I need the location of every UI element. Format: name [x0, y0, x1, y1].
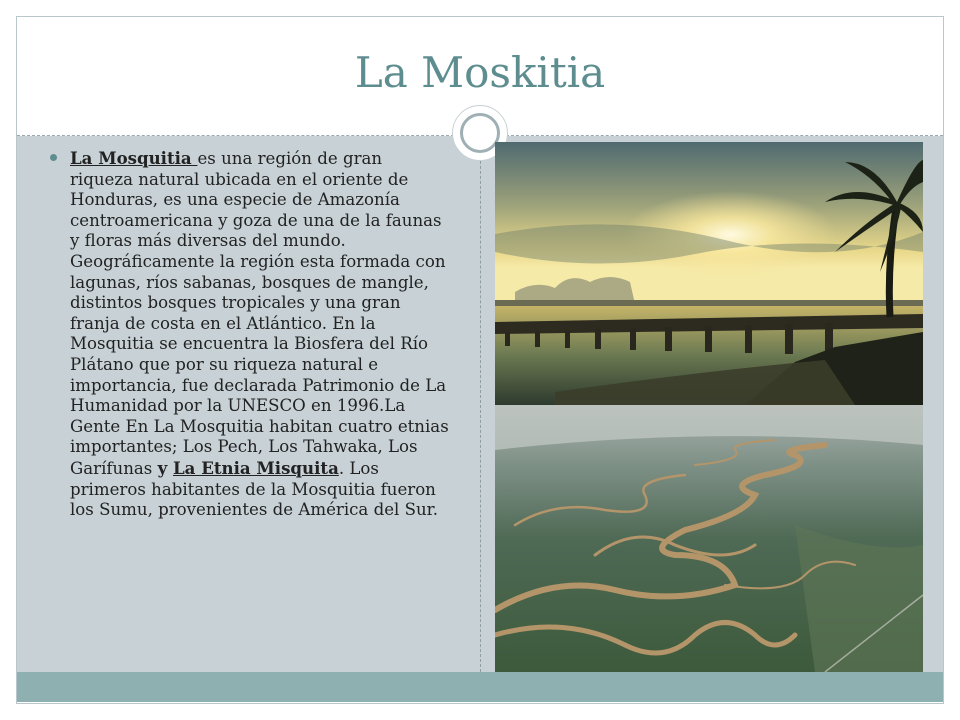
link-etnia-misquita[interactable]: La Etnia Misquita — [173, 457, 339, 478]
sunset-pier-photo — [495, 142, 923, 405]
body-paragraph — [70, 148, 450, 521]
bullet-icon — [50, 154, 57, 161]
slide-title: La Moskitia — [354, 48, 606, 97]
body-text-part1: es una región de gran riqueza natural ubicada en el oriente de Honduras, es una especie de Amazonía centroamericana y goza de una de la faunas y floras más diversas del mundo. Geográficamente la región esta formada con lagunas, ríos sabanas, bosques de mangle, distintos bosques tropicales y una gran franja de costa en el Atlántico. En la Mosquitia se encuentra la Biosfera del Río Plátano que por su riqueza natural e importancia, fue declarada Patrimonio de La Humanidad por la UNESCO en 1996.La Gente En La Mosquitia habitan cuatro etnias importantes; Los Pech, Los Tahwaka, Los Garífunas — [70, 149, 449, 478]
footer-band — [17, 672, 943, 702]
aerial-river-photo — [495, 405, 923, 672]
link-la-mosquitia[interactable]: La Mosquitia — [70, 148, 198, 168]
column-divider — [480, 136, 481, 672]
body-text-y: y — [157, 457, 174, 478]
body-text-part2: . Los primeros habitantes de la Mosquitia fueron los Sumu, provenientes de América del Sur. — [70, 458, 439, 520]
body-text-box[interactable] — [50, 148, 450, 521]
